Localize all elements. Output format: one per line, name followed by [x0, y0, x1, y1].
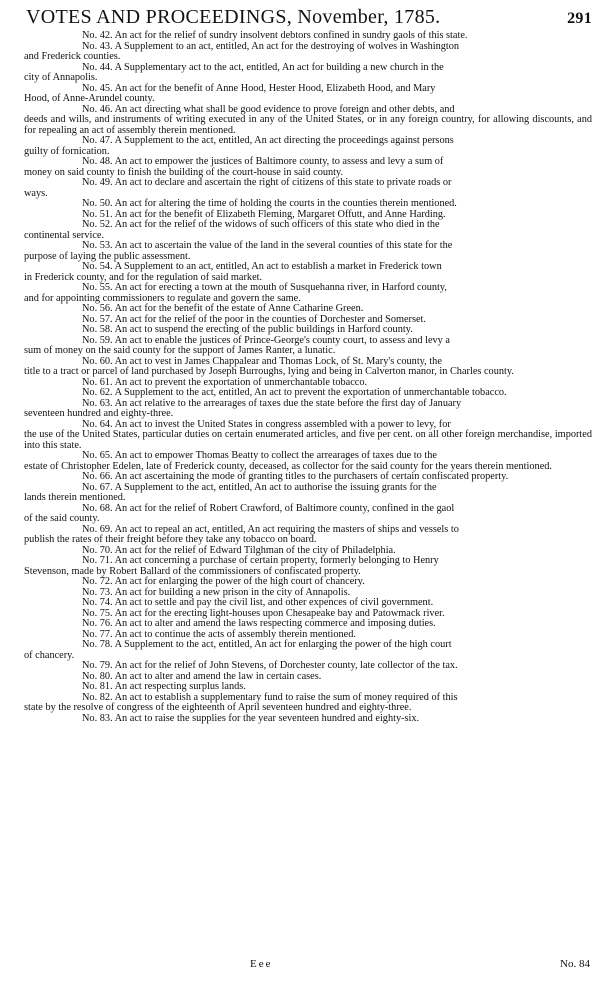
act-entry-first-line: No. 64. An act to invest the United States in congress assembled with a power to levy, for [82, 418, 451, 430]
act-entry-continuation: state by the resolve of congress of the eighteenth of April seventeen hundred and eighty-three. [24, 702, 412, 713]
act-entry [24, 334, 592, 357]
act-entry-first-line: No. 43. A Supplement to an act, entitled, An act for the destroying of wolves in Washington [82, 40, 460, 52]
act-entry-continuation: ways. [24, 187, 48, 199]
act-entry [24, 240, 592, 262]
act-entry-first-line: No. 42. An act for the relief of sundry insolvent debtors confined in sundry gaols of this state. [82, 30, 468, 41]
act-entry-continuation: purpose of laying the public assessment. [24, 250, 191, 262]
act-entry-first-line: No. 83. An act to raise the supplies for the year seventeen hundred and eighty-six. [82, 712, 420, 724]
act-entry-continuation: of chancery. [24, 649, 75, 661]
act-entry-continuation: publish the rates of their freight before they take any tobacco on board. [24, 534, 317, 545]
act-entry [24, 40, 592, 63]
act-entry-continuation: of the said county. [24, 513, 100, 524]
act-entry-first-line: No. 82. An act to establish a supplementary fund to raise the sum of money required of this [82, 691, 458, 703]
act-entry-continuation: and Frederick counties. [24, 51, 121, 62]
act-entry-continuation: deeds and wills, and instruments of writing executed in any of the United States, or in any foreign country, for allowing discounts, and for repealing an act of assembly therein mentioned. [24, 114, 592, 136]
act-entry-first-line: No. 76. An act to alter and amend the laws respecting commerce and imposing duties. [82, 618, 436, 629]
act-entry-first-line: No. 55. An act for erecting a town at the mouth of Susquehanna river, in Harford county, [82, 282, 447, 293]
act-entry-continuation: lands therein mentioned. [24, 492, 126, 503]
act-entry-first-line: No. 80. An act to alter and amend the law in certain cases. [82, 670, 322, 682]
act-entry-first-line: No. 73. An act for building a new prison in the city of Annapolis. [82, 586, 351, 598]
act-entry-continuation: sum of money on the said county for the support of James Ranter, a lunatic. [24, 345, 336, 356]
act-entry-first-line: No. 60. An act to vest in James Chappalear and Thomas Lock, of St. Mary's county, the [82, 355, 442, 367]
act-entry-first-line: No. 50. An act for altering the time of holding the courts in the counties therein mentioned. [82, 198, 457, 209]
act-entry-continuation: Stevenson, made by Robert Ballard of the commissioners of confiscated property. [24, 565, 361, 577]
act-entry [24, 82, 592, 105]
act-entry-first-line: No. 53. An act to ascertain the value of the land in the several counties of this state for the [82, 240, 453, 251]
act-entry [24, 355, 592, 378]
act-entry-first-line: No. 69. An act to repeal an act, entitled, An act requiring the masters of ships and vessels to [82, 523, 459, 535]
catchword: No. 84 [560, 958, 590, 970]
act-list [24, 30, 592, 724]
act-entry-continuation: city of Annapolis. [24, 72, 98, 83]
act-entry [24, 639, 592, 661]
page-title: VOTES AND PROCEEDINGS, November, 1785. [26, 6, 441, 28]
act-entry-first-line: No. 75. An act for the erecting light-houses upon Chesapeake bay and Patowmack river. [82, 607, 445, 619]
act-entry [24, 691, 592, 714]
act-entry-first-line: No. 77. An act to continue the acts of assembly therein mentioned. [82, 628, 356, 640]
act-entry-first-line: No. 57. An act for the relief of the poor in the counties of Dorchester and Somerset. [82, 313, 426, 325]
act-entry-first-line: No. 45. An act for the benefit of Anne Hood, Hester Hood, Elizabeth Hood, and Mary [82, 82, 436, 94]
act-entry-first-line: No. 70. An act for the relief of Edward Tilghman of the city of Philadelphia. [82, 544, 396, 556]
act-entry [24, 61, 592, 84]
act-entry-first-line: No. 62. A Supplement to the act, entitled, An act to prevent the exportation of unmerchantable tobacco. [82, 387, 507, 398]
signature-mark: Eee [250, 958, 273, 970]
act-entry-first-line: No. 54. A Supplement to an act, entitled, An act to establish a market in Frederick town [82, 261, 442, 272]
act-entry-first-line: No. 61. An act to prevent the exportation of unmerchantable tobacco. [82, 376, 368, 388]
act-entry-first-line: No. 66. An act ascertaining the mode of granting titles to the purchasers of certain confiscated property. [82, 471, 509, 482]
act-entry-continuation: in Frederick county, and for the regulation of said market. [24, 271, 263, 283]
running-header [26, 6, 592, 29]
act-entry-first-line: No. 49. An act to declare and ascertain the right of citizens of this state to private roads or [82, 177, 452, 188]
act-entry-first-line: No. 65. An act to empower Thomas Beatty to collect the arrearages of taxes due to the [82, 450, 437, 461]
act-entry-first-line: No. 63. An act relative to the arrearages of taxes due the state before the first day of January [82, 397, 462, 409]
act-entry-continuation: continental service. [24, 229, 105, 241]
act-entry [24, 555, 592, 577]
act-entry-continuation: title to a tract or parcel of land purchased by Joseph Burroughs, lying and being in Calverton manor, in Charles county. [24, 366, 514, 377]
act-entry-first-line: No. 48. An act to empower the justices of Baltimore county, to assess and levy a sum of [82, 156, 444, 167]
act-entry-first-line: No. 79. An act for the relief of John Stevens, of Dorchester county, late collector of the tax. [82, 660, 458, 671]
act-entry-continuation: guilty of fornication. [24, 145, 110, 157]
act-entry-first-line: No. 71. An act concerning a purchase of certain property, formerly belonging to Henry [82, 555, 439, 566]
act-entry [24, 397, 592, 420]
act-entry [82, 714, 592, 725]
act-entry-first-line: No. 47. A Supplement to the act, entitled, An act directing the proceedings against persons [82, 135, 454, 146]
act-entry-continuation: money on said county to finish the building of the court-house in said county. [24, 166, 344, 178]
act-entry-first-line: No. 81. An act respecting surplus lands. [82, 681, 246, 692]
act-entry [24, 103, 592, 137]
act-entry [24, 523, 592, 546]
act-entry-first-line: No. 72. An act for enlarging the power of the high court of chancery. [82, 576, 365, 587]
act-entry-first-line: No. 78. A Supplement to the act, entitled, An act for enlarging the power of the high court [82, 639, 452, 650]
act-entry [24, 261, 592, 283]
act-entry-first-line: No. 52. An act for the relief of the widows of such officers of this state who died in the [82, 219, 440, 230]
act-entry [24, 219, 592, 241]
act-entry-first-line: No. 58. An act to suspend the erecting of the public buildings in Harford county. [82, 324, 413, 335]
act-entry-continuation: Hood, of Anne-Arundel county. [24, 93, 155, 104]
act-entry-first-line: No. 67. A Supplement to the act, entitled, An act to authorise the issuing grants for the [82, 481, 437, 493]
act-entry-first-line: No. 44. A Supplementary act to the act, entitled, An act for building a new church in the [82, 61, 444, 73]
act-entry-continuation: estate of Christopher Edelen, late of Frederick county, deceased, as collector for the said county for the years therein mentioned. [24, 460, 552, 472]
act-entry-first-line: No. 74. An act to settle and pay the civil list, and other expences of civil government. [82, 597, 434, 608]
act-entry-first-line: No. 68. An act for the relief of Robert Crawford, of Baltimore county, confined in the gaol [82, 502, 455, 514]
page-number: 291 [567, 10, 592, 27]
act-entry-first-line: No. 51. An act for the benefit of Elizabeth Fleming, Margaret Offutt, and Anne Harding. [82, 208, 446, 220]
page-footer [0, 958, 600, 970]
act-entry-first-line: No. 46. An act directing what shall be good evidence to prove foreign and other debts, and [82, 103, 455, 115]
act-entry-continuation: the use of the United States, particular duties on certain enumerated articles, and five per cent. on all other foreign merchandise, imported into this state. [24, 429, 592, 451]
act-entry-continuation: and for appointing commissioners to regulate and govern the same. [24, 292, 301, 304]
act-entry [24, 450, 592, 472]
act-entry-continuation: seventeen hundred and eighty-three. [24, 408, 174, 419]
act-entry [24, 156, 592, 178]
act-entry [24, 177, 592, 199]
act-entry-first-line: No. 56. An act for the benefit of the estate of Anne Catharine Green. [82, 303, 364, 314]
act-entry [24, 502, 592, 525]
act-entry-first-line: No. 59. An act to enable the justices of Prince-George's county court, to assess and levy a [82, 334, 450, 346]
act-entry [24, 135, 592, 157]
act-entry [24, 282, 592, 304]
act-entry [24, 481, 592, 504]
act-entry [24, 418, 592, 452]
